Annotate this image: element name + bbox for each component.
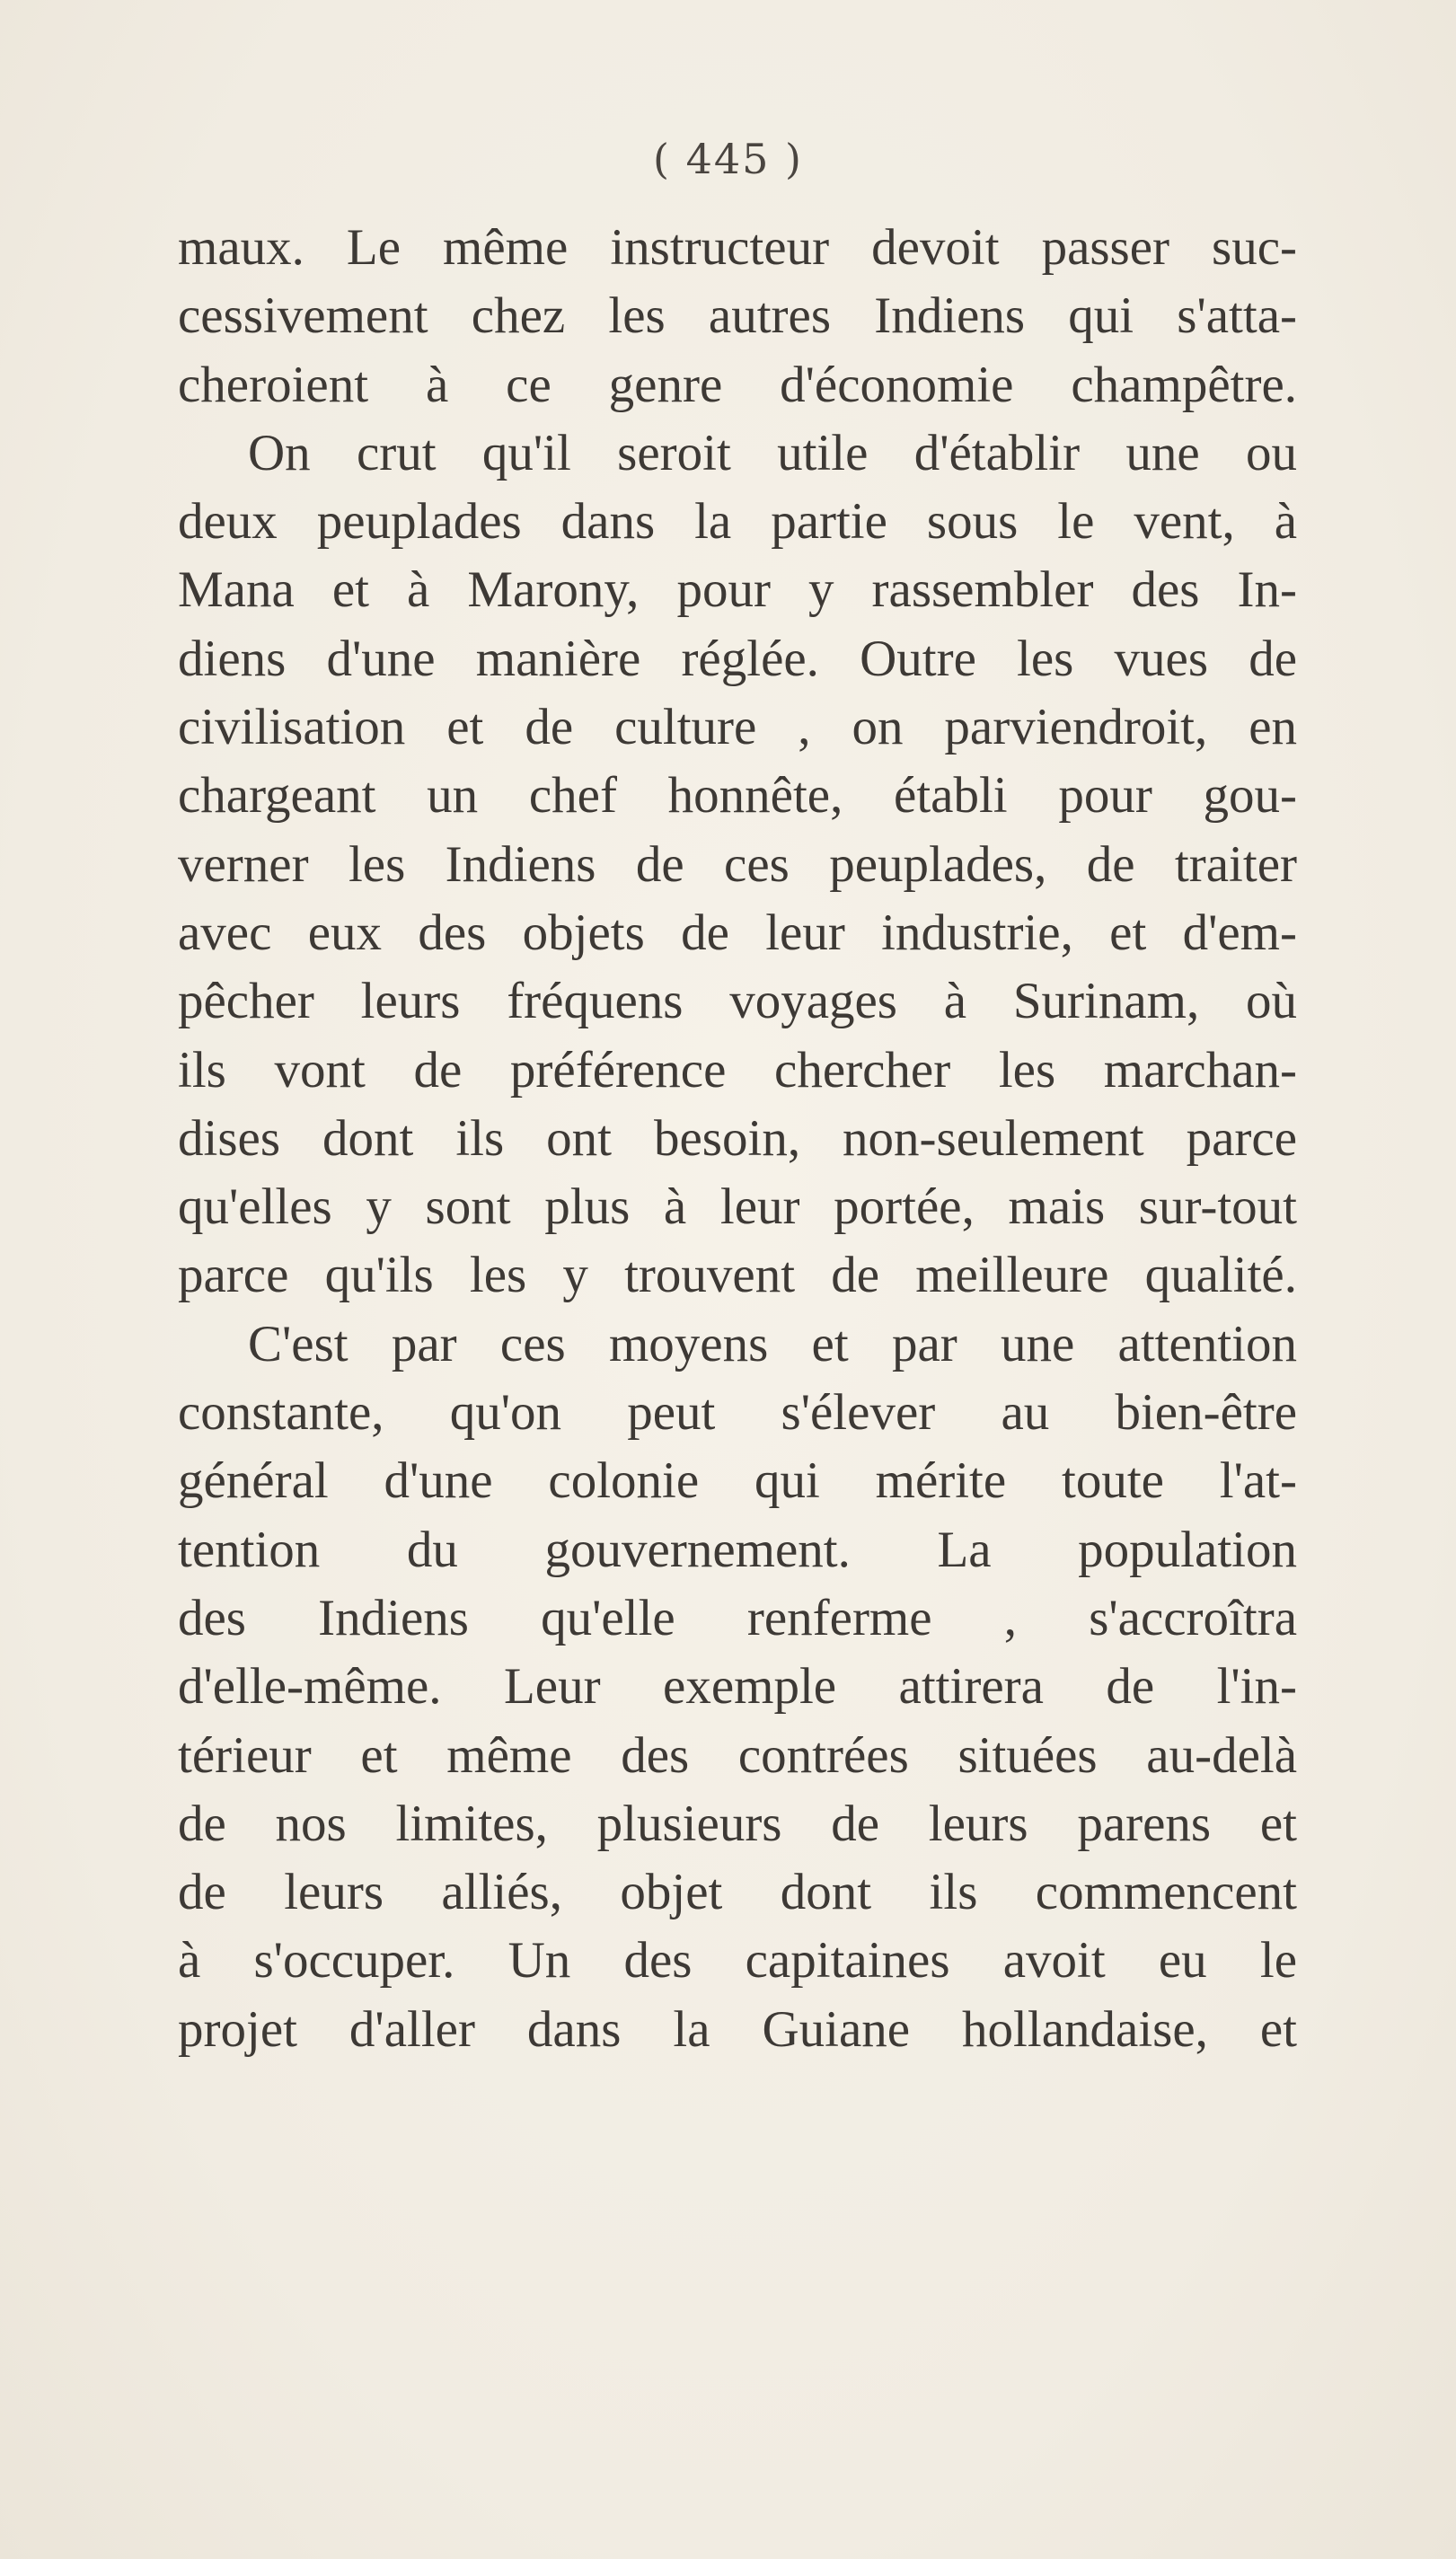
text-line: civilisation et de culture , on parviendroit, en [178, 699, 1297, 756]
text-line: chargeant un chef honnête, établi pour gou- [178, 767, 1297, 825]
text-line: cessivement chez les autres Indiens qui s'atta- [178, 287, 1297, 345]
text-line: d'elle-même. Leur exemple attirera de l'in- [178, 1658, 1297, 1716]
text-line: des Indiens qu'elle renferme , s'accroîtra [178, 1589, 1297, 1646]
text-line: dises dont ils ont besoin, non-seulement parce [178, 1109, 1297, 1167]
text-line: constante, qu'on peut s'élever au bien-être [178, 1384, 1297, 1442]
text-line: deux peuplades dans la partie sous le vent, à [178, 493, 1297, 551]
text-line: tention du gouvernement. La population [178, 1521, 1297, 1578]
text-line: térieur et même des contrées situées au-delà [178, 1726, 1297, 1784]
text-line: projet d'aller dans la Guiane hollandaise, et [178, 2000, 1297, 2058]
text-line: diens d'une manière réglée. Outre les vues de [178, 630, 1297, 687]
text-line: On crut qu'il seroit utile d'établir une ou [248, 424, 1297, 481]
text-line: qu'elles y sont plus à leur portée, mais sur-tout [178, 1178, 1297, 1236]
text-line: maux. Le même instructeur devoit passer suc- [178, 219, 1297, 276]
page-number: ( 445 ) [653, 135, 803, 183]
text-line: de leurs alliés, objet dont ils commencent [178, 1864, 1297, 1921]
text-line: parce qu'ils les y trouvent de meilleure qualité. [178, 1247, 1297, 1304]
text-line: à s'occuper. Un des capitaines avoit eu le [178, 1932, 1297, 1990]
text-line: général d'une colonie qui mérite toute l'at- [178, 1452, 1297, 1510]
text-line: de nos limites, plusieurs de leurs parens et [178, 1795, 1297, 1852]
text-line: Mana et à Marony, pour y rassembler des In- [178, 561, 1297, 619]
text-line: cheroient à ce genre d'économie champêtre. [178, 356, 1297, 413]
text-line: ils vont de préférence chercher les marchan- [178, 1041, 1297, 1099]
text-line: pêcher leurs fréquens voyages à Surinam, où [178, 973, 1297, 1030]
text-line: verner les Indiens de ces peuplades, de traiter [178, 835, 1297, 893]
text-line: C'est par ces moyens et par une attention [248, 1315, 1297, 1372]
text-line: avec eux des objets de leur industrie, et d'em- [178, 904, 1297, 961]
body-text [178, 214, 1297, 2064]
